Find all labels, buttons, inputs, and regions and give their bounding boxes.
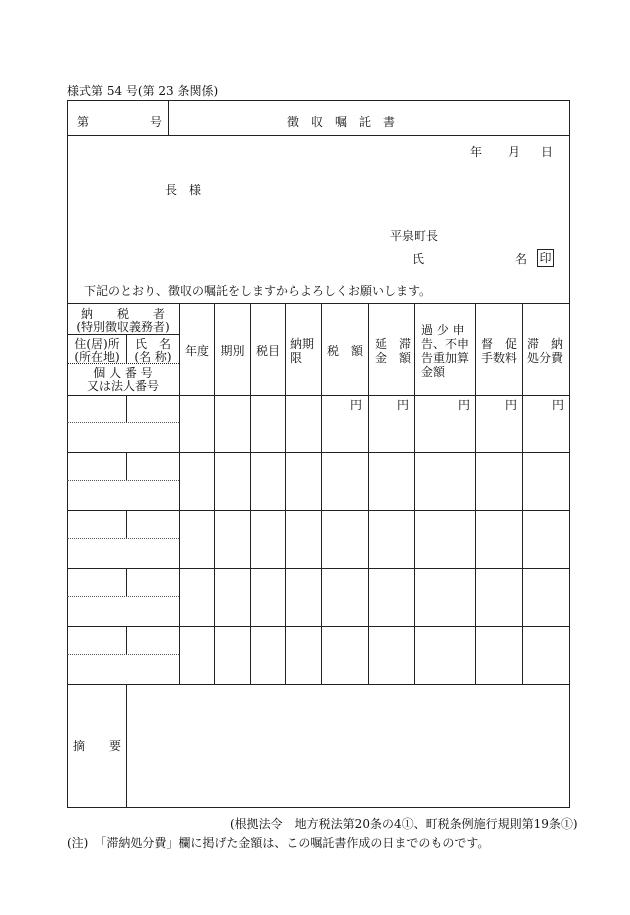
taxpayer-sub: (特別徴収義務者) [76, 320, 170, 334]
footnote: (注) 「滞納処分費」欄に掲げた金額は、この嘱託書作成の日までのものです。 [67, 836, 490, 850]
address-sub: (所在地) [74, 350, 120, 364]
date-year: 年 [470, 145, 483, 159]
row1-name-divider [126, 395, 127, 422]
taxpayer-sub-line [67, 334, 179, 335]
row1-dotted-line [67, 422, 179, 423]
unit-penalty: 円 [458, 398, 471, 412]
request-text: 下記のとおり、徴収の嘱託をしますからよろしくお願いします。 [84, 284, 432, 298]
row4-name-divider [126, 568, 127, 596]
row4-dotted-line [67, 596, 179, 597]
col-delinquency-fee: 滞 納処分費 [526, 337, 563, 365]
sender-name-left: 氏 [412, 252, 425, 266]
remarks-label: 摘 要 [73, 739, 122, 753]
form-frame [67, 100, 570, 808]
number-suffix: 号 [150, 115, 163, 129]
seal-mark: 印 [537, 249, 554, 267]
number-prefix: 第 [77, 115, 90, 129]
col-penalty: 過 少 申告、不申告重加算金額 [421, 323, 470, 379]
unit-tax-amount: 円 [350, 398, 363, 412]
id-sub: 又は法人番号 [86, 379, 159, 393]
row2-dotted-line [67, 480, 179, 481]
row5-name-divider [126, 626, 127, 654]
row1-bottom-line [67, 452, 570, 453]
legal-basis: (根拠法令 地方税法第20条の4①、町税条例施行規則第19条①) [230, 817, 578, 831]
col-tax-item: 税目 [255, 344, 280, 358]
header-bottom-line [67, 135, 570, 136]
column-header-bottom-line [67, 395, 570, 396]
date-month: 月 [508, 145, 521, 159]
row4-bottom-line [67, 626, 570, 627]
col-period: 期別 [220, 344, 245, 358]
unit-delinquency-fee: 円 [552, 398, 565, 412]
address-label: 住(居)所 [74, 337, 120, 351]
row5-bottom-line [67, 684, 570, 685]
remarks-divider [126, 684, 127, 807]
date-day: 日 [541, 145, 554, 159]
row3-bottom-line [67, 568, 570, 569]
row2-bottom-line [67, 510, 570, 511]
col-due-date: 納期限 [290, 337, 315, 365]
taxpayer-header: 納 税 者 [80, 307, 165, 321]
sender-title: 平泉町長 [390, 229, 439, 243]
header-divider [168, 101, 169, 135]
id-sub-line [67, 363, 179, 364]
col-late-charge: 延 滞金 額 [375, 337, 412, 365]
table-top-line [67, 303, 570, 304]
name-sub: (名 称) [134, 350, 172, 364]
name-label: 氏 名 [134, 337, 171, 351]
sender-name-right: 名 [515, 252, 528, 266]
col-tax-amount: 税 額 [326, 344, 363, 358]
row2-name-divider [126, 452, 127, 480]
col-dunning-fee: 督 促手数料 [480, 337, 517, 365]
addressee-suffix: 長 様 [165, 183, 202, 197]
form-title: 徴 収 嘱 託 書 [287, 115, 396, 129]
row3-dotted-line [67, 538, 179, 539]
form-number-label: 様式第 54 号(第 23 条関係) [67, 84, 219, 98]
col-fiscal-year: 年度 [184, 344, 209, 358]
id-label: 個 人 番 号 [93, 366, 153, 380]
row5-dotted-line [67, 654, 179, 655]
unit-late-charge: 円 [397, 398, 410, 412]
row3-name-divider [126, 510, 127, 538]
unit-dunning-fee: 円 [505, 398, 518, 412]
